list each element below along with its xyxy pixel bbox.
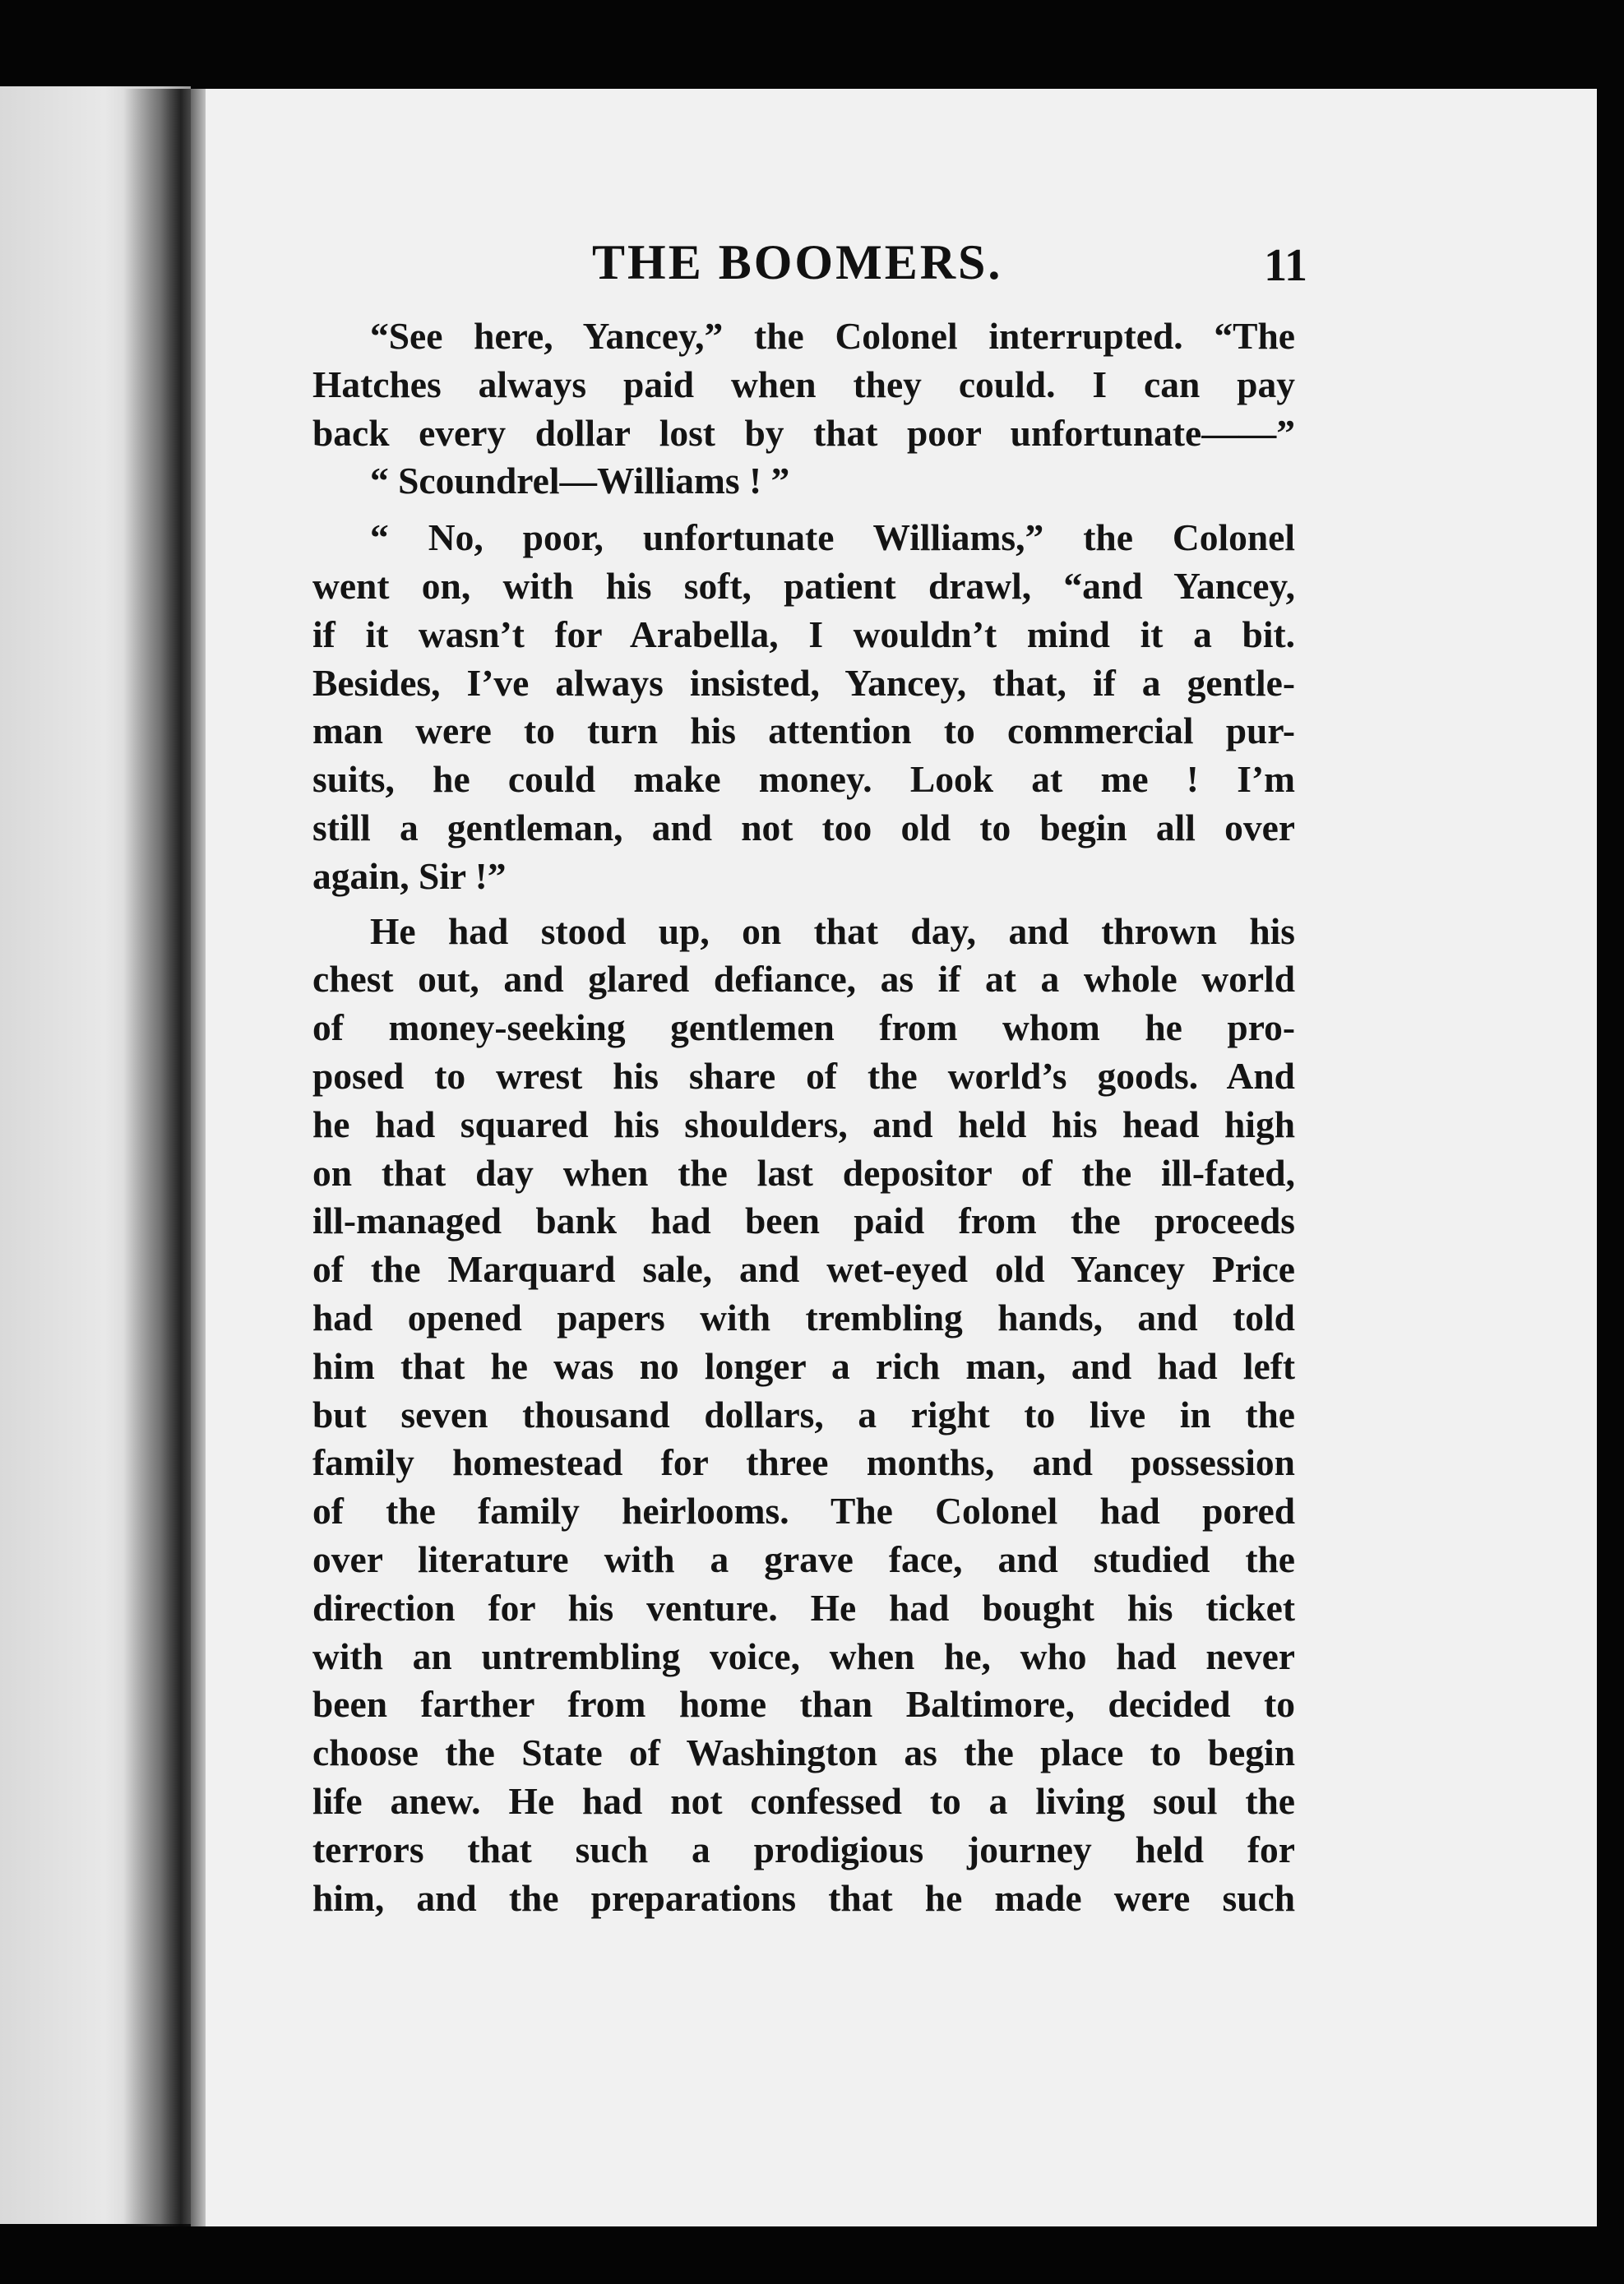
text-line: terrors that such a prodigious journey held for [312, 1828, 1295, 1870]
text-line: him, and the preparations that he made were such [312, 1876, 1295, 1919]
page-number: 11 [1264, 240, 1307, 291]
text-line: of the family heirlooms. The Colonel had pored [312, 1490, 1295, 1533]
text-line: “See here, Yancey,” the Colonel interrupted. “The [370, 315, 1295, 357]
body-text [312, 312, 1295, 1922]
text-line: life anew. He had not confessed to a living soul the [312, 1779, 1295, 1822]
text-line: “ Scoundrel—Williams ! ” [370, 460, 790, 502]
text-line: went on, with his soft, patient drawl, “and Yancey, [312, 564, 1295, 607]
text-line: been farther from home than Baltimore, decided to [312, 1683, 1295, 1726]
paragraph-narrative [312, 908, 1295, 1923]
page-gutter-shadow [123, 89, 206, 2226]
text-line: on that day when the last depositor of the ill-fated, [312, 1151, 1295, 1194]
text-line: of money-seeking gentlemen from whom he pro- [312, 1006, 1295, 1049]
text-line: back every dollar lost by that poor unfortunate——” [312, 411, 1295, 454]
text-line: man were to turn his attention to commercial pur- [312, 710, 1295, 752]
running-head: THE BOOMERS. [592, 235, 1003, 289]
text-line: Besides, I’ve always insisted, Yancey, that, if a gentle- [312, 661, 1295, 704]
text-line: again, Sir !” [312, 854, 507, 897]
text-line: over literature with a grave face, and studied the [312, 1537, 1295, 1580]
text-line: Hatches always paid when they could. I can pay [312, 363, 1295, 405]
text-line: if it wasn’t for Arabella, I wouldn’t mind it a bit. [312, 613, 1295, 655]
text-line: “ No, poor, unfortunate Williams,” the Colonel [370, 516, 1295, 559]
text-line: with an untrembling voice, when he, who had never [312, 1634, 1295, 1677]
text-line: posed to wrest his share of the world’s goods. And [312, 1054, 1295, 1097]
text-line: suits, he could make money. Look at me ! I’m [312, 758, 1295, 801]
text-line: direction for his venture. He had bought his ticket [312, 1586, 1295, 1629]
paragraph-dialogue-colonel [312, 514, 1295, 900]
text-line: chest out, and glared defiance, as if at a whole world [312, 958, 1295, 1001]
text-line: still a gentleman, and not too old to begin all over [312, 806, 1295, 848]
page-header [312, 234, 1307, 300]
paragraph-dialogue-interruption [312, 312, 1295, 457]
paragraph-dialogue-scoundrel [312, 457, 1295, 506]
text-line: ill-managed bank had been paid from the proceeds [312, 1200, 1295, 1242]
text-line: choose the State of Washington as the place to begin [312, 1731, 1295, 1774]
text-line: of the Marquard sale, and wet-eyed old Yancey Price [312, 1248, 1295, 1291]
text-line: family homestead for three months, and possession [312, 1441, 1295, 1484]
text-line: but seven thousand dollars, a right to live in the [312, 1393, 1295, 1436]
text-line: he had squared his shoulders, and held his head high [312, 1103, 1295, 1145]
text-line: him that he was no longer a rich man, and had left [312, 1344, 1295, 1387]
text-line: had opened papers with trembling hands, and told [312, 1296, 1295, 1338]
text-line: He had stood up, on that day, and thrown his [370, 909, 1295, 952]
